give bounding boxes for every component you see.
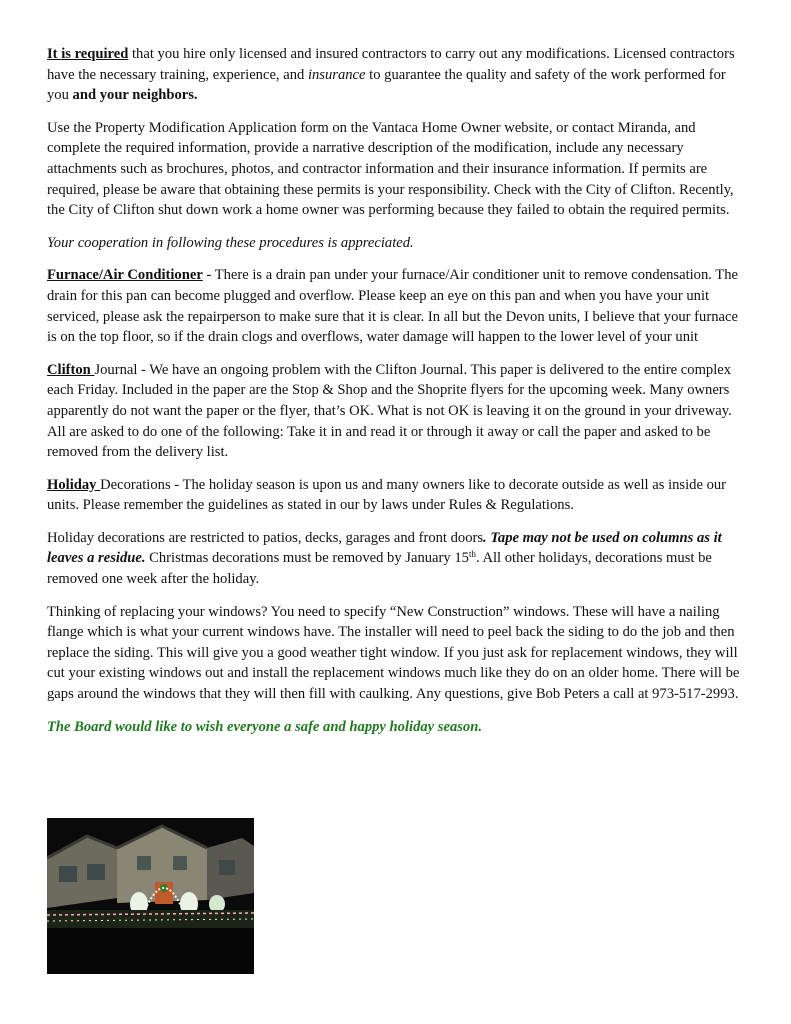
- decor-text-b: Christmas decorations must be removed by January 15: [145, 550, 469, 567]
- decor-text-a: Holiday decorations are restricted to patios, decks, garages and front doors: [47, 529, 484, 546]
- furnace-text: - There is a drain pan under your furnace/Air conditioner unit to remove condensation. The drain for this pan can become plugged and overflow. Please keep an eye on this pan and when you have your unit serviced, please ask the repairperson to make sure that it is clear. In all but the Devon units, I believe that your furnace is on the top floor, so if the drain clogs and overflows, water damage will happen to the lower level of your unit: [47, 267, 738, 346]
- holiday-lights-house-photo: [47, 818, 254, 974]
- holiday-text: Decorations - The holiday season is upon us and many owners like to decorate outside as well as inside our units. Please remember the guidelines as stated in our by laws under Rules & Regulations.: [47, 476, 727, 514]
- decorations-paragraph: [47, 528, 747, 590]
- contractors-text-b: to guarantee the quality and safety of the work performed for you: [47, 66, 726, 104]
- cooperation-note: Your cooperation in following these procedures is appreciated.: [47, 234, 414, 251]
- house-illustration: [47, 818, 254, 974]
- contractors-text-a: that you hire only licensed and insured contractors to carry out any modifications. Licensed contractors have the necessary training, experience, and: [47, 46, 735, 83]
- it-is-required-heading: It is required: [47, 46, 129, 62]
- insurance-emphasis: insurance: [307, 66, 366, 83]
- clifton-heading: Clifton: [47, 361, 95, 378]
- application-paragraph: Use the Property Modification Application form on the Vantaca Home Owner website, or contact Miranda, and complete the required information, provide a narrative description of the modification, include any necessary attachments such as brochures, photos, and contractor information and their insurance information. If permits are required, please be aware that obtaining these permits is your responsibility. Check with the City of Clifton. Recently, the City of Clifton shut down work a home owner was performing because they failed to obtain the required permits.: [47, 119, 734, 219]
- journal-text: Journal - We have an ongoing problem with the Clifton Journal. This paper is delivered to the entire complex each Friday. Included in the paper are the Stop & Shop and the Shoprite flyers for the upcoming week. Many owners apparently do not want the paper or the flyer, that’s OK. What is not OK is leaving it on the ground in your driveway. All are asked to do one of the following: Take it in and read it or through it away or call the paper and asked to be removed from the delivery list.: [47, 361, 732, 461]
- holiday-greeting: The Board would like to wish everyone a safe and happy holiday season.: [47, 718, 482, 735]
- newsletter-page: [47, 44, 747, 749]
- holiday-heading: Holiday: [47, 476, 101, 493]
- tape-warning: . Tape may not be used on columns as it leaves a residue.: [47, 529, 722, 567]
- furnace-heading: Furnace/Air Conditioner: [47, 267, 203, 284]
- decor-text-c: . All other holidays, decorations must be removed one week after the holiday.: [47, 550, 712, 588]
- neighbors-emphasis: and your neighbors.: [72, 87, 198, 104]
- holiday-paragraph: [47, 475, 747, 516]
- windows-paragraph: Thinking of replacing your windows? You need to specify “New Construction” windows. These will have a nailing flange which is what your current windows have. The installer will need to peel back the siding to do the job and then replace the siding. This will give you a good weather tight window. If you just ask for replacement windows, they will cut your existing windows out and install the replacement windows much like they do on an older home. There will be gaps around the windows that they will then fill with caulking. Any questions, give Bob Peters a call at 973-517-2993.: [47, 603, 740, 703]
- contractors-paragraph: [47, 44, 747, 106]
- date-suffix: th: [468, 549, 476, 560]
- furnace-paragraph: [47, 265, 747, 347]
- journal-paragraph: [47, 360, 747, 463]
